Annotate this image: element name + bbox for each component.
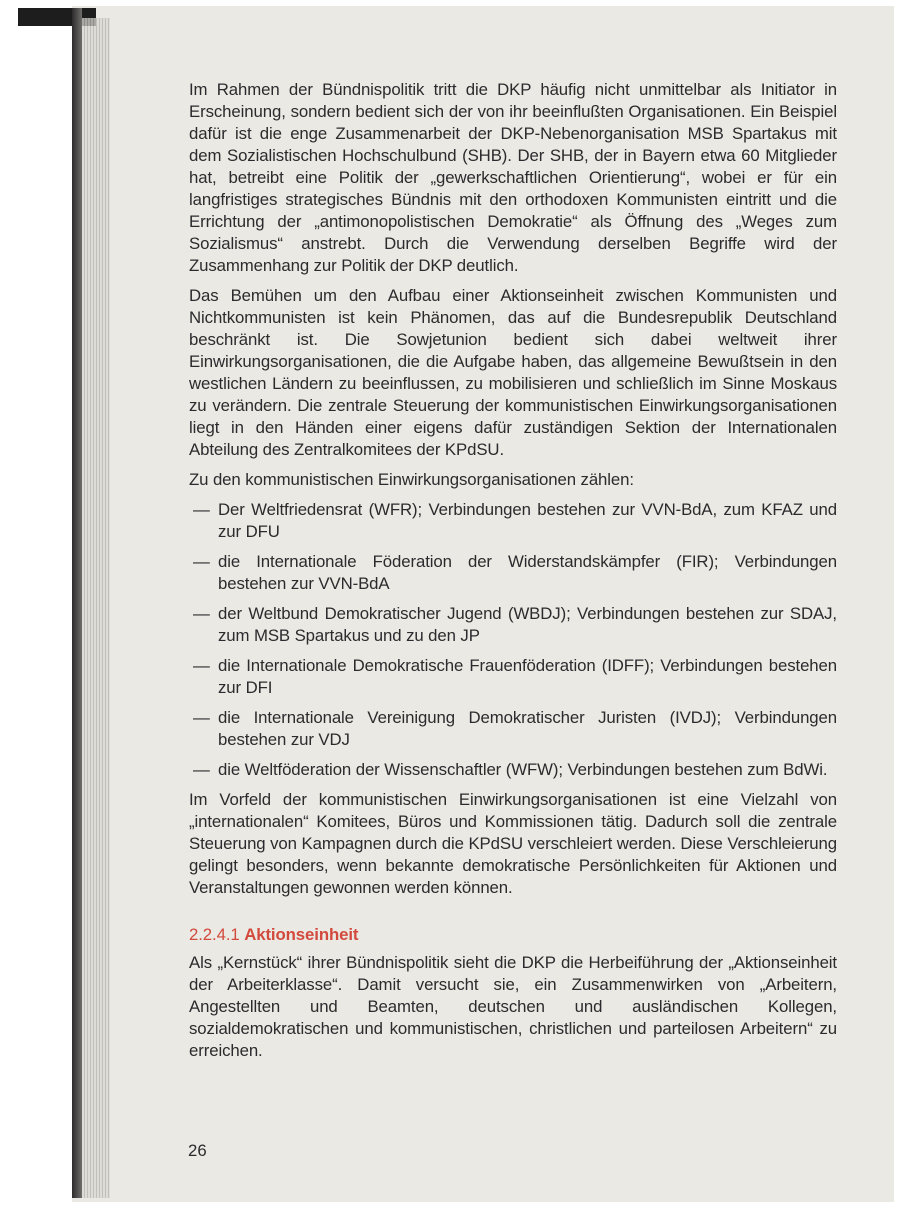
paragraph-vorfeld: Im Vorfeld der kommunistischen Einwirkungsorganisationen ist eine Vielzahl von „internationalen“ Komitees, Büros und Kommissionen tätig. Dadurch soll die zentrale Steuerung von Kampagnen durch die KPdSU verschleiert werden. Diese Verschleierung gelingt besonders, wenn bekannte demokratische Persönlichkeiten für Aktionen und Veranstaltungen gewonnen werden können. bbox=[189, 790, 837, 897]
list-item-text: die Weltföderation der Wissenschaftler (WFW); Verbindungen bestehen zum BdWi. bbox=[218, 760, 828, 779]
section-title: Aktionseinheit bbox=[244, 925, 359, 944]
list-item bbox=[189, 655, 837, 699]
list-item bbox=[189, 759, 837, 781]
list-dash: — bbox=[193, 500, 210, 519]
list-dash: — bbox=[193, 708, 210, 727]
paragraph-kernstueck: Als „Kernstück“ ihrer Bündnispolitik sieht die DKP die Herbeiführung der „Aktionseinheit der Arbeiterklasse“. Damit versucht sie, ein Zusammenwirken von „Arbeitern, Angestellten und Beamten, deutschen und ausländischen Kollegen, sozialdemokratischen und kommunistischen, christlichen und parteilosen Arbeitern“ zu erreichen. bbox=[189, 953, 837, 1060]
page-body bbox=[189, 79, 837, 1070]
page-edges bbox=[82, 18, 110, 1198]
list-item bbox=[189, 603, 837, 647]
list-item-text: die Internationale Föderation der Widerstandskämpfer (FIR); Verbindungen bestehen zur VVN-BdA bbox=[218, 552, 837, 593]
section-heading bbox=[189, 924, 837, 946]
list-dash: — bbox=[193, 656, 210, 675]
list-item bbox=[189, 499, 837, 543]
paragraph-list-intro: Zu den kommunistischen Einwirkungsorganisationen zählen: bbox=[189, 470, 634, 489]
list-item-text: der Weltbund Demokratischer Jugend (WBDJ); Verbindungen bestehen zur SDAJ, zum MSB Spartakus und zu den JP bbox=[218, 604, 837, 645]
book-spine-shadow bbox=[72, 8, 82, 1198]
list-item bbox=[189, 707, 837, 751]
organisations-list bbox=[189, 499, 837, 781]
list-item-text: Der Weltfriedensrat (WFR); Verbindungen bestehen zur VVN-BdA, zum KFAZ und zur DFU bbox=[218, 500, 837, 541]
page-number: 26 bbox=[188, 1141, 207, 1160]
list-item bbox=[189, 551, 837, 595]
section-number: 2.2.4.1 bbox=[189, 925, 240, 944]
paragraph-aktionseinheit-international: Das Bemühen um den Aufbau einer Aktionseinheit zwischen Kommunisten und Nichtkommunisten ist kein Phänomen, das auf die Bundesrepublik Deutschland beschränkt ist. Die Sowjetunion bedient sich dabei weltweit ihrer Einwirkungsorganisationen, die die Aufgabe haben, das allgemeine Bewußtsein in den westlichen Ländern zu beeinflussen, zu mobilisieren und schließlich im Sinne Moskaus zu verändern. Die zentrale Steuerung der kommunistischen Einwirkungsorganisationen liegt in den Händen einer eigens dafür zuständigen Sektion der Internationalen Abteilung des Zentralkomitees der KPdSU. bbox=[189, 286, 837, 459]
list-item-text: die Internationale Demokratische Frauenföderation (IDFF); Verbindungen bestehen zur DFI bbox=[218, 656, 837, 697]
list-item-text: die Internationale Vereinigung Demokratischer Juristen (IVDJ); Verbindungen bestehen zur VDJ bbox=[218, 708, 837, 749]
paragraph-buendnispolitik: Im Rahmen der Bündnispolitik tritt die DKP häufig nicht unmittelbar als Initiator in Erscheinung, sondern bedient sich der von ihr beeinflußten Organisationen. Ein Beispiel dafür ist die enge Zusammenarbeit der DKP-Nebenorganisation MSB Spartakus mit dem Sozialistischen Hochschulbund (SHB). Der SHB, der in Bayern etwa 60 Mitglieder hat, betreibt eine Politik der „gewerkschaftlichen Orientierung“, wobei er für ein langfristiges strategisches Bündnis mit den orthodoxen Kommunisten eintritt und die Errichtung der „antimonopolistischen Demokratie“ als Öffnung des „Weges zum Sozialismus“ anstrebt. Durch die Verwendung derselben Begriffe wird der Zusammenhang zur Politik der DKP deutlich. bbox=[189, 80, 837, 275]
list-dash: — bbox=[193, 760, 210, 779]
list-dash: — bbox=[193, 604, 210, 623]
list-dash: — bbox=[193, 552, 210, 571]
